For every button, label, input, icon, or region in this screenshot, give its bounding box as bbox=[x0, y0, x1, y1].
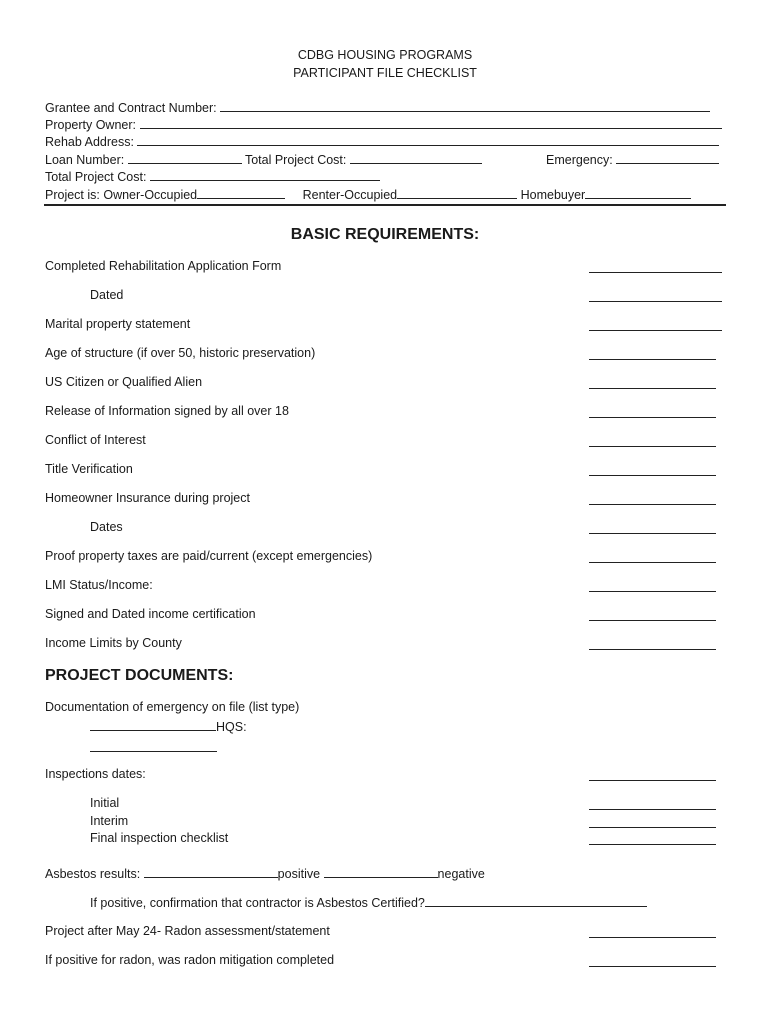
radon-mitigation-label: If positive for radon, was radon mitigation completed bbox=[45, 953, 335, 967]
homebuyer-blank[interactable] bbox=[585, 187, 691, 199]
asbestos-field bbox=[45, 866, 485, 881]
checklist-item: Dated bbox=[90, 288, 124, 302]
emergency-type-blank[interactable] bbox=[90, 719, 216, 731]
checklist-item: Release of Information signed by all over 18 bbox=[45, 404, 289, 418]
total-cost-inline-label: Total Project Cost: bbox=[244, 153, 347, 167]
checklist-blank[interactable] bbox=[589, 300, 722, 302]
radon-assessment-label: Project after May 24- Radon assessment/statement bbox=[45, 924, 330, 938]
owner-blank[interactable] bbox=[140, 117, 722, 129]
project-type-field bbox=[45, 187, 691, 202]
owner-label: Property Owner: bbox=[45, 118, 137, 132]
checklist-item: Dates bbox=[90, 520, 123, 534]
radon-assessment-blank[interactable] bbox=[589, 936, 716, 938]
asbestos-positive-blank[interactable] bbox=[144, 866, 278, 878]
radon-mitigation-blank[interactable] bbox=[589, 965, 716, 967]
asbestos-label: Asbestos results: bbox=[45, 867, 141, 881]
total-cost-label: Total Project Cost: bbox=[45, 170, 147, 184]
emergency-blank[interactable] bbox=[616, 152, 719, 164]
checklist-blank[interactable] bbox=[589, 619, 716, 621]
renter-occupied-blank[interactable] bbox=[397, 187, 517, 199]
checklist-blank[interactable] bbox=[589, 271, 722, 273]
inspection-interim-blank[interactable] bbox=[589, 826, 716, 828]
inspection-interim-label: Interim bbox=[90, 814, 129, 828]
header-divider bbox=[44, 204, 726, 206]
emergency-documentation-label: Documentation of emergency on file (list type) bbox=[45, 700, 300, 714]
asbestos-certification-field bbox=[90, 895, 647, 910]
loan-number-blank[interactable] bbox=[128, 152, 242, 164]
checklist-blank[interactable] bbox=[589, 561, 716, 563]
loan-number-label: Loan Number: bbox=[45, 153, 125, 167]
asbestos-certification-blank[interactable] bbox=[425, 895, 647, 907]
renter-occupied-label: Renter-Occupied bbox=[302, 188, 398, 202]
checklist-blank[interactable] bbox=[589, 416, 716, 418]
grantee-label: Grantee and Contract Number: bbox=[45, 101, 217, 115]
grantee-field bbox=[45, 100, 710, 115]
checklist-blank[interactable] bbox=[589, 445, 716, 447]
negative-label: negative bbox=[437, 867, 485, 881]
checklist-blank[interactable] bbox=[589, 474, 716, 476]
hqs-label: HQS: bbox=[216, 720, 247, 734]
inspection-initial-blank[interactable] bbox=[589, 808, 716, 810]
rehab-address-field bbox=[45, 134, 719, 149]
total-cost-field bbox=[45, 169, 380, 184]
checklist-item: Income Limits by County bbox=[45, 636, 182, 650]
owner-field bbox=[45, 117, 722, 132]
checklist-item: US Citizen or Qualified Alien bbox=[45, 375, 203, 389]
positive-label: positive bbox=[277, 867, 321, 881]
loan-number-field bbox=[45, 152, 482, 167]
emergency-field bbox=[546, 152, 719, 167]
inspections-blank[interactable] bbox=[589, 779, 716, 781]
checklist-blank[interactable] bbox=[589, 590, 716, 592]
inspection-initial-label: Initial bbox=[90, 796, 120, 810]
hqs-field bbox=[90, 719, 247, 734]
checklist-item: Completed Rehabilitation Application Form bbox=[45, 259, 282, 273]
checklist-blank[interactable] bbox=[589, 358, 716, 360]
asbestos-negative-blank[interactable] bbox=[324, 866, 438, 878]
checklist-item: Conflict of Interest bbox=[45, 433, 146, 447]
checklist-item: Title Verification bbox=[45, 462, 133, 476]
emergency-label: Emergency: bbox=[546, 153, 613, 167]
rehab-address-label: Rehab Address: bbox=[45, 135, 134, 149]
rehab-address-blank[interactable] bbox=[137, 134, 719, 146]
asbestos-certification-label: If positive, confirmation that contractor is Asbestos Certified? bbox=[90, 896, 425, 910]
checklist-item: Proof property taxes are paid/current (except emergencies) bbox=[45, 549, 373, 563]
inspection-final-blank[interactable] bbox=[589, 843, 716, 845]
inspections-label: Inspections dates: bbox=[45, 767, 146, 781]
total-cost-blank[interactable] bbox=[150, 169, 380, 181]
document-title-line1: CDBG HOUSING PROGRAMS bbox=[297, 48, 473, 62]
checklist-item: Homeowner Insurance during project bbox=[45, 491, 250, 505]
checklist-blank[interactable] bbox=[589, 329, 722, 331]
grantee-blank[interactable] bbox=[220, 100, 710, 112]
total-cost-inline-blank[interactable] bbox=[350, 152, 482, 164]
owner-occupied-label: Project is: Owner-Occupied bbox=[45, 188, 198, 202]
checklist-blank[interactable] bbox=[589, 503, 716, 505]
basic-requirements-heading: BASIC REQUIREMENTS: bbox=[290, 226, 480, 243]
checklist-item: LMI Status/Income: bbox=[45, 578, 153, 592]
checklist-blank[interactable] bbox=[589, 387, 716, 389]
hqs-blank[interactable] bbox=[90, 750, 217, 752]
checklist-item: Marital property statement bbox=[45, 317, 191, 331]
checklist-item: Signed and Dated income certification bbox=[45, 607, 256, 621]
document-title-line2: PARTICIPANT FILE CHECKLIST bbox=[293, 66, 477, 80]
inspection-final-label: Final inspection checklist bbox=[90, 831, 229, 845]
project-documents-heading: PROJECT DOCUMENTS: bbox=[45, 667, 234, 684]
checklist-item: Age of structure (if over 50, historic preservation) bbox=[45, 346, 316, 360]
owner-occupied-blank[interactable] bbox=[197, 187, 285, 199]
checklist-blank[interactable] bbox=[589, 532, 716, 534]
checklist-blank[interactable] bbox=[589, 648, 716, 650]
homebuyer-label: Homebuyer bbox=[520, 188, 586, 202]
